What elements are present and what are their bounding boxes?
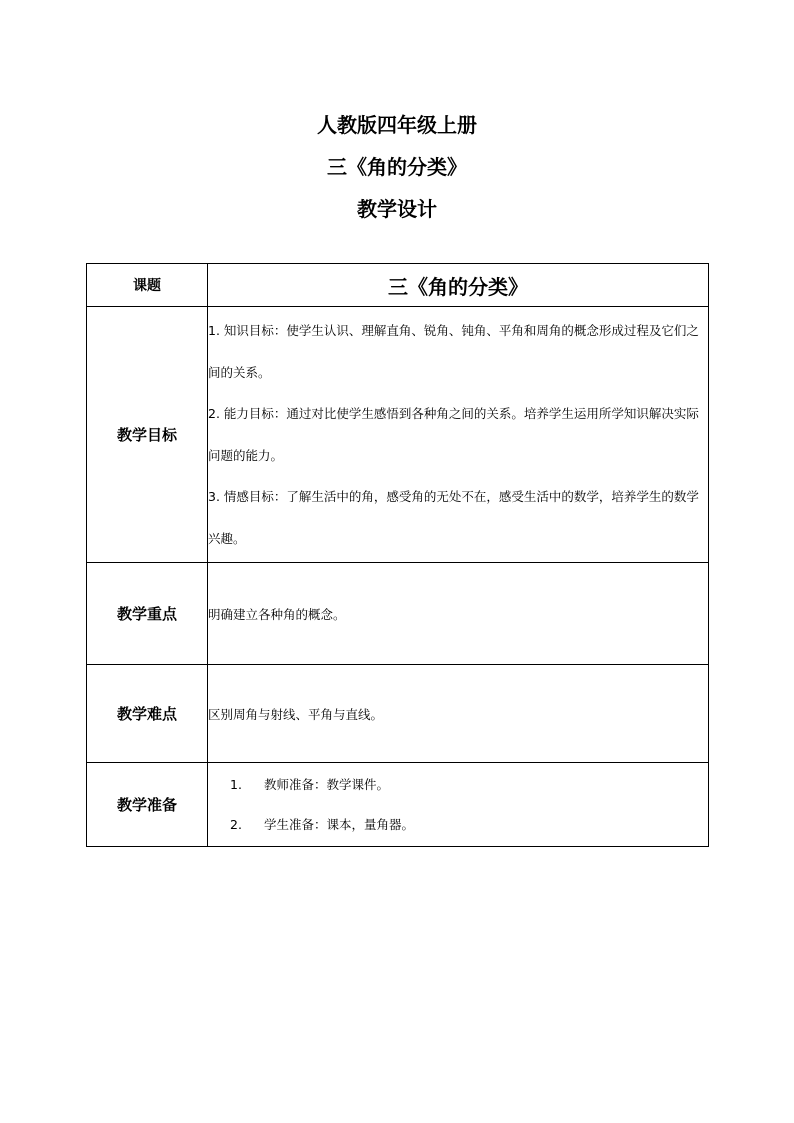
lesson-plan-table [86, 263, 709, 847]
key-point-label: 教学重点 [87, 563, 208, 665]
difficulty-value: 区别周角与射线、平角与直线。 [208, 665, 709, 763]
list-item-text: 教师准备：教学课件。 [264, 776, 390, 792]
goals-content [208, 307, 709, 563]
row-preparation [87, 763, 709, 847]
list-item [208, 765, 708, 805]
topic-value: 三《角的分类》 [208, 264, 709, 307]
row-difficulty [87, 665, 709, 763]
preparation-content [208, 763, 709, 847]
title-design: 教学设计 [357, 197, 437, 221]
title-lesson: 三《角的分类》 [327, 155, 467, 179]
list-item [208, 805, 708, 845]
list-item-number: 1. [230, 776, 242, 792]
document-title [0, 104, 794, 230]
preparation-label: 教学准备 [87, 763, 208, 847]
list-item-text: 学生准备：课本，量角器。 [264, 816, 415, 832]
goal-knowledge: 1. 知识目标：使学生认识、理解直角、锐角、钝角、平角和周角的概念形成过程及它们之间的关系。 [208, 323, 699, 380]
key-point-value: 明确建立各种角的概念。 [208, 563, 709, 665]
row-key-point [87, 563, 709, 665]
difficulty-label: 教学难点 [87, 665, 208, 763]
goal-ability: 2. 能力目标：通过对比使学生感悟到各种角之间的关系。培养学生运用所学知识解决实际问题的能力。 [208, 406, 699, 463]
goal-emotion: 3. 情感目标：了解生活中的角，感受角的无处不在，感受生活中的数学，培养学生的数学兴趣。 [208, 489, 699, 546]
list-item-number: 2. [230, 816, 242, 832]
preparation-list [208, 765, 708, 845]
topic-label: 课题 [87, 264, 208, 307]
title-grade: 人教版四年级上册 [317, 113, 477, 137]
row-goals [87, 307, 709, 563]
row-topic [87, 264, 709, 307]
goals-label: 教学目标 [87, 307, 208, 563]
